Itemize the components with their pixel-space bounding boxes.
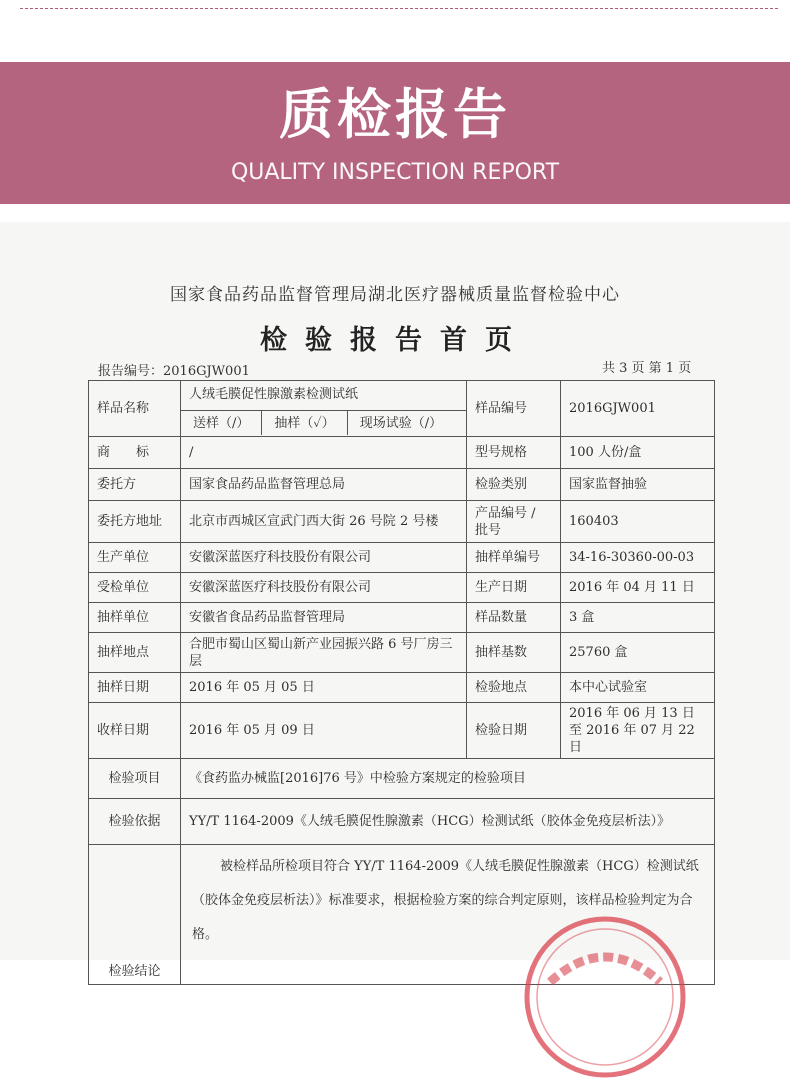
inspected-unit-label: 受检单位 [89,573,181,603]
draw-unit-value: 安徽省食品药品监督管理局 [181,603,467,633]
model-value: 100 人份/盒 [561,437,715,469]
batch-label: 产品编号 / 批号 [467,501,561,543]
draw-no-label: 抽样单编号 [467,543,561,573]
sample-no-label: 样品编号 [467,381,561,437]
table-row [89,633,715,673]
basis-value: YY/T 1164-2009《人绒毛膜促性腺激素（HCG）检测试纸（胶体金免疫层析法）》 [181,799,715,845]
maker-label: 生产单位 [89,543,181,573]
table-row [89,381,715,437]
maker-value: 安徽深蓝医疗科技股份有限公司 [181,543,467,573]
batch-value: 160403 [561,501,715,543]
recv-date-value: 2016 年 05 月 09 日 [181,703,467,759]
banner-subtitle: QUALITY INSPECTION REPORT [230,160,560,185]
sample-name-label: 样品名称 [89,381,181,437]
brand-value: / [181,437,467,469]
sample-field-option: 现场试验（/） [347,411,454,435]
issuing-organization: 国家食品药品监督管理局湖北医疗器械质量监督检验中心 [170,285,620,305]
inspect-place-label: 检验地点 [467,673,561,703]
draw-unit-label: 抽样单位 [89,603,181,633]
prod-date-value: 2016 年 04 月 11 日 [561,573,715,603]
page-info: 共 3 页 第 1 页 [602,361,692,376]
sample-name-cell [181,381,467,437]
table-row [89,501,715,543]
table-row [89,759,715,799]
inspection-report-scan [0,222,790,979]
sample-name-value: 人绒毛膜促性腺激素检测试纸 [181,382,466,411]
basis-label: 检验依据 [89,799,181,845]
top-dashed-divider [20,8,778,9]
draw-date-value: 2016 年 05 月 05 日 [181,673,467,703]
qty-label: 样品数量 [467,603,561,633]
sample-send-option: 送样（/） [193,415,250,431]
client-address-value: 北京市西城区宣武门西大街 26 号院 2 号楼 [181,501,467,543]
inspect-type-label: 检验类别 [467,469,561,501]
base-label: 抽样基数 [467,633,561,673]
table-row [89,703,715,759]
inspect-place-value: 本中心试验室 [561,673,715,703]
header-banner [0,62,790,204]
draw-place-value: 合肥市蜀山区蜀山新产业园振兴路 6 号厂房三层 [181,633,467,673]
table-row [89,673,715,703]
draw-no-value: 34-16-30360-00-03 [561,543,715,573]
document-title: 检验报告首页 [260,325,530,356]
draw-date-label: 抽样日期 [89,673,181,703]
items-value: 《食药监办械监[2016]76 号》中检验方案规定的检验项目 [181,759,715,799]
draw-place-label: 抽样地点 [89,633,181,673]
client-address-label: 委托方地址 [89,501,181,543]
table-row [89,573,715,603]
sample-draw-option: 抽样（✓） [261,411,346,435]
model-label: 型号规格 [467,437,561,469]
inspect-date-label: 检验日期 [467,703,561,759]
sampling-method [181,411,466,435]
conclusion-label: 检验结论 [89,845,181,985]
official-seal-stamp [520,912,690,1082]
base-value: 25760 盒 [561,633,715,673]
client-value: 国家食品药品监督管理总局 [181,469,467,501]
table-row [89,543,715,573]
table-row [89,469,715,501]
recv-date-label: 收样日期 [89,703,181,759]
brand-label: 商 标 [89,437,181,469]
qty-value: 3 盒 [561,603,715,633]
conclusion-value: 被检样品所检项目符合 YY/T 1164-2009《人绒毛膜促性腺激素（HCG）检测试纸（胶体金免疫层析法）》标准要求，根据检验方案的综合判定原则，该样品检验判定为合格。 [192,859,699,942]
inspect-date-value: 2016 年 06 月 13 日至 2016 年 07 月 22 日 [561,703,715,759]
inspect-type-value: 国家监督抽验 [561,469,715,501]
table-row [89,603,715,633]
report-number: 报告编号：2016GJW001 [98,364,250,379]
sample-no-value: 2016GJW001 [561,381,715,437]
prod-date-label: 生产日期 [467,573,561,603]
banner-title: 质检报告 [279,83,511,146]
client-label: 委托方 [89,469,181,501]
inspected-unit-value: 安徽深蓝医疗科技股份有限公司 [181,573,467,603]
table-row [89,437,715,469]
table-row [89,799,715,845]
items-label: 检验项目 [89,759,181,799]
